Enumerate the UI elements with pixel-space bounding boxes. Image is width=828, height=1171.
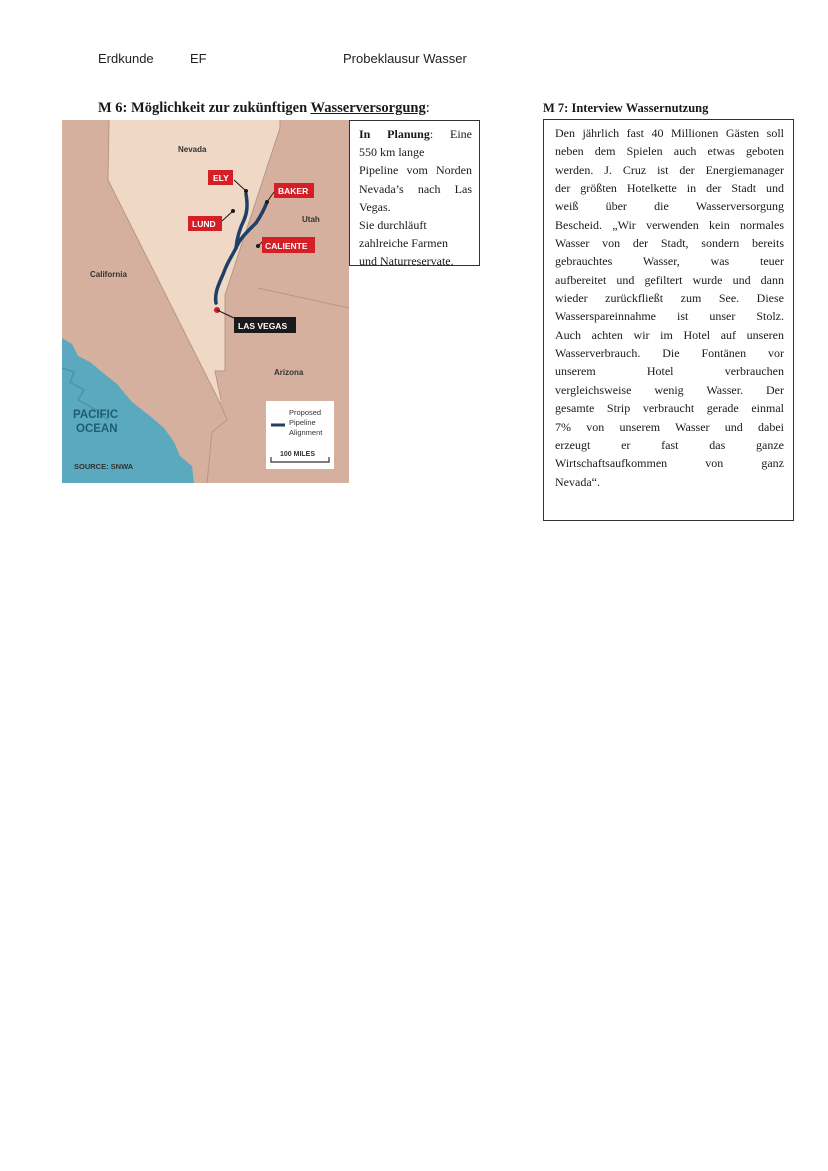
interview-line: Wasserverbrauch. Die Fontänen vor <box>555 346 784 361</box>
m7-title: M 7: Interview Wassernutzung <box>543 101 709 115</box>
interview-line: neben dem Spielen auch etwas geboten <box>555 144 784 159</box>
note-line2: 550 km lange <box>359 145 425 160</box>
legend-line1: Proposed <box>289 408 322 417</box>
ocean-label-line2: OCEAN <box>76 423 118 435</box>
note-line6: Sie durchläuft <box>359 218 427 233</box>
interview-line: werden. J. Cruz ist der Energiemanager <box>555 162 784 177</box>
interview-line: unserem Hotel verbrauchen <box>555 364 784 379</box>
interview-line: 7% von unserem Wasser und dabei <box>555 419 784 434</box>
header-subject: Erdkunde <box>98 51 154 66</box>
ocean-label-line1: PACIFIC <box>73 409 119 421</box>
header-title: Probeklausur Wasser <box>343 51 467 66</box>
m6-title-label: M 6: Möglichkeit zur zukünftigen <box>98 100 311 116</box>
lund-label: LUND <box>192 219 216 229</box>
interview-line: Auch achten wir im Hotel auf unseren <box>555 327 784 342</box>
legend-line3: Alignment <box>289 428 323 437</box>
interview-line: der größten Hotelkette in der Stadt und <box>555 181 784 196</box>
las-vegas-label: LAS VEGAS <box>238 321 288 331</box>
interview-line: gesamte Strip verbraucht gerade einmal <box>555 401 784 416</box>
arizona-label: Arizona <box>274 368 304 377</box>
caliente-label: CALIENTE <box>265 241 308 251</box>
scale-label: 100 MILES <box>280 451 316 458</box>
interview-line: Bescheid. „Wir verwenden kein normales <box>555 217 784 232</box>
interview-box <box>543 119 794 521</box>
note-line5: Vegas. <box>359 199 391 214</box>
utah-label: Utah <box>302 215 320 224</box>
interview-line: Nevada“. <box>555 474 600 489</box>
interview-line: Den jährlich fast 40 Millionen Gästen soll <box>555 126 784 140</box>
california-label: California <box>90 270 127 279</box>
interview-line: wieder zurückfließt zum See. Diese <box>555 291 784 306</box>
source-label: SOURCE: SNWA <box>74 462 134 471</box>
legend-line2: Pipeline <box>289 418 316 427</box>
note-line1-rest: : Eine <box>429 127 473 141</box>
m6-title <box>98 100 430 117</box>
interview-line: vergleichsweise wenig Wasser. Der <box>555 382 784 397</box>
nevada-label: Nevada <box>178 145 207 154</box>
note-line3: Pipeline vom Norden <box>359 163 472 178</box>
note-line8: und Naturreservate. <box>359 254 454 269</box>
note-bold-label: In Planung <box>359 127 430 141</box>
baker-label: BAKER <box>278 186 309 196</box>
planning-note-box <box>349 120 480 269</box>
interview-line: aufbereitet und gefiltert wurde und dann <box>555 272 784 287</box>
note-line4: Nevada’s nach Las <box>359 181 472 196</box>
interview-line: Wasser von der Stadt, sondern bereits <box>555 236 784 251</box>
note-line1 <box>359 125 472 143</box>
interview-line: Wirtschaftsaufkommen von ganz <box>555 456 784 471</box>
note-line7: zahlreiche Farmen <box>359 236 448 251</box>
ely-label: ELY <box>213 173 229 183</box>
interview-line: gebrauchtes Wasser, was teuer <box>555 254 784 269</box>
interview-line: Wasserspareinnahme ist unser Stolz. <box>555 309 784 324</box>
interview-line: erzeugt er fast das ganze <box>555 437 784 452</box>
m6-title-underlined: Wasserversorgung <box>310 100 426 116</box>
interview-line: weiß über die Wasserversorgung <box>555 199 784 214</box>
header-course: EF <box>190 51 207 66</box>
m6-title-colon: : <box>425 100 430 116</box>
pipeline-map <box>62 120 349 483</box>
